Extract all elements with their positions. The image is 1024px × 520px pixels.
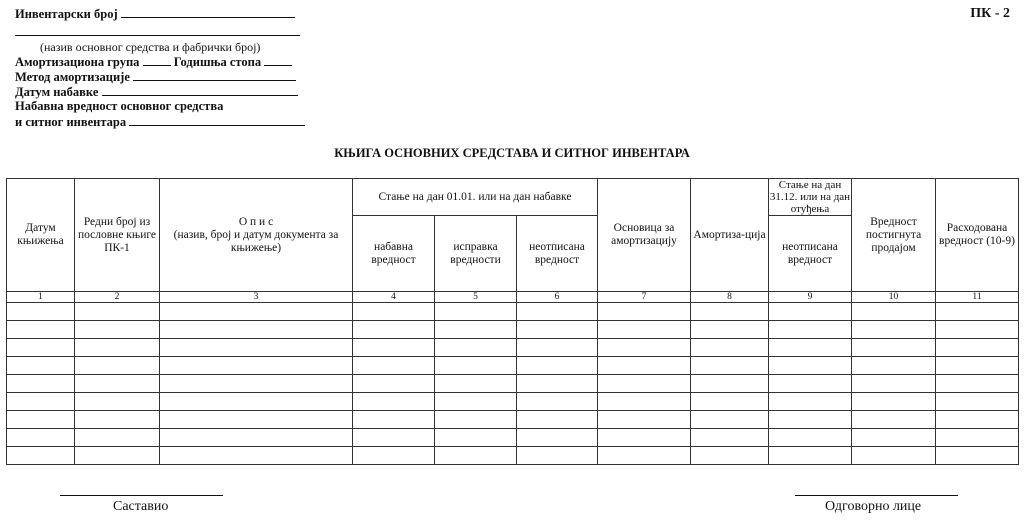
annual-rate-label: Годишња стопа	[173, 55, 262, 69]
table-row	[7, 393, 1019, 411]
table-cell[interactable]	[936, 321, 1019, 339]
acquisition-date-label: Датум набавке	[15, 85, 99, 99]
table-cell[interactable]	[353, 411, 435, 429]
table-cell[interactable]	[75, 429, 160, 447]
table-cell[interactable]	[7, 375, 75, 393]
table-cell[interactable]	[353, 321, 435, 339]
column-number: 8	[691, 292, 769, 303]
table-cell[interactable]	[160, 429, 353, 447]
table-cell[interactable]	[7, 447, 75, 465]
table-cell[interactable]	[435, 447, 517, 465]
col-header-description	[160, 179, 353, 292]
asset-name-note: (назив основног средства и фабрички број)	[40, 40, 261, 54]
table-cell[interactable]	[75, 321, 160, 339]
table-cell[interactable]	[7, 357, 75, 375]
table-cell[interactable]	[691, 411, 769, 429]
table-cell[interactable]	[435, 339, 517, 357]
table-cell[interactable]	[936, 357, 1019, 375]
table-cell[interactable]	[691, 303, 769, 321]
col-header-acquisition-value: набавна вредност	[353, 216, 435, 292]
table-cell[interactable]	[7, 393, 75, 411]
table-cell[interactable]	[769, 411, 852, 429]
table-row	[7, 375, 1019, 393]
table-cell[interactable]	[936, 393, 1019, 411]
table-cell[interactable]	[852, 321, 936, 339]
table-cell[interactable]	[852, 411, 936, 429]
table-cell[interactable]	[691, 339, 769, 357]
table-cell[interactable]	[517, 429, 598, 447]
depreciation-method-line	[15, 69, 296, 85]
table-cell[interactable]	[769, 447, 852, 465]
table-cell[interactable]	[160, 375, 353, 393]
ledger-body	[7, 303, 1019, 465]
table-cell[interactable]	[852, 393, 936, 411]
col-header-written-off-value: Расходована вредност (10-9)	[936, 179, 1019, 292]
table-cell[interactable]	[435, 303, 517, 321]
depreciation-group-line	[15, 54, 292, 70]
depreciation-group-label: Амортизациона група	[15, 55, 140, 69]
table-cell[interactable]	[936, 339, 1019, 357]
table-cell[interactable]	[691, 375, 769, 393]
col-header-net-value: неотписана вредност	[517, 216, 598, 292]
acquisition-value-line1: Набавна вредност основног средства	[15, 99, 224, 113]
table-cell[interactable]	[598, 429, 691, 447]
table-cell[interactable]	[435, 429, 517, 447]
table-cell[interactable]	[769, 357, 852, 375]
column-number: 11	[936, 292, 1019, 303]
col-header-posting-date: Датум књижења	[7, 179, 75, 292]
responsible-person-signature-line[interactable]	[795, 495, 958, 496]
table-cell[interactable]	[435, 357, 517, 375]
table-cell[interactable]	[75, 303, 160, 321]
col-header-value-adjustment: исправка вредности	[435, 216, 517, 292]
table-cell[interactable]	[769, 303, 852, 321]
table-cell[interactable]	[598, 303, 691, 321]
acquisition-value-line2	[15, 114, 305, 130]
table-cell[interactable]	[936, 447, 1019, 465]
table-cell[interactable]	[7, 303, 75, 321]
inventory-number-line	[15, 6, 295, 22]
col-header-depreciation-base: Основица за амортизацију	[598, 179, 691, 292]
table-cell[interactable]	[852, 429, 936, 447]
table-cell[interactable]	[353, 303, 435, 321]
column-number: 2	[75, 292, 160, 303]
table-row	[7, 339, 1019, 357]
col-header-sale-value: Вредност постигнута продајом	[852, 179, 936, 292]
table-cell[interactable]	[435, 393, 517, 411]
col-header-depreciation: Амортиза-ција	[691, 179, 769, 292]
table-row	[7, 411, 1019, 429]
table-cell[interactable]	[435, 321, 517, 339]
col-header-closing-net-value: неотписана вредност	[769, 216, 852, 292]
col-group-closing-state: Стање на дан 31.12. или на дан отуђења	[769, 179, 851, 215]
responsible-person-label: Одговорно лице	[825, 499, 922, 514]
table-cell[interactable]	[353, 393, 435, 411]
table-cell[interactable]	[598, 357, 691, 375]
asset-name-line	[15, 24, 300, 40]
description-title: О п и с	[238, 215, 274, 228]
table-row	[7, 321, 1019, 339]
table-cell[interactable]	[691, 393, 769, 411]
asset-name-field[interactable]	[15, 24, 300, 36]
table-cell[interactable]	[598, 321, 691, 339]
table-cell[interactable]	[598, 447, 691, 465]
table-cell[interactable]	[7, 321, 75, 339]
table-cell[interactable]	[160, 357, 353, 375]
table-cell[interactable]	[353, 339, 435, 357]
table-cell[interactable]	[7, 429, 75, 447]
table-cell[interactable]	[691, 357, 769, 375]
table-cell[interactable]	[75, 357, 160, 375]
col-header-ledger-number: Редни број из пословне књиге ПК-1	[75, 179, 160, 292]
table-cell[interactable]	[691, 429, 769, 447]
table-cell[interactable]	[160, 411, 353, 429]
table-cell[interactable]	[852, 447, 936, 465]
table-cell[interactable]	[160, 447, 353, 465]
inventory-number-label: Инвентарски број	[15, 7, 118, 21]
table-cell[interactable]	[936, 429, 1019, 447]
table-cell[interactable]	[7, 339, 75, 357]
table-cell[interactable]	[160, 321, 353, 339]
col-group-opening-state: Стање на дан 01.01. или на дан набавке	[353, 179, 598, 216]
table-cell[interactable]	[160, 393, 353, 411]
table-cell[interactable]	[517, 375, 598, 393]
column-number: 9	[769, 292, 852, 303]
column-number: 10	[852, 292, 936, 303]
table-cell[interactable]	[160, 339, 353, 357]
table-cell[interactable]	[517, 447, 598, 465]
table-cell[interactable]	[435, 375, 517, 393]
column-number: 1	[7, 292, 75, 303]
depreciation-group-field[interactable]	[143, 54, 171, 66]
table-cell[interactable]	[7, 411, 75, 429]
table-cell[interactable]	[353, 357, 435, 375]
table-cell[interactable]	[936, 375, 1019, 393]
table-cell[interactable]	[936, 303, 1019, 321]
inventory-number-field[interactable]	[121, 6, 295, 18]
table-cell[interactable]	[517, 411, 598, 429]
acquisition-date-field[interactable]	[102, 84, 298, 96]
table-row	[7, 429, 1019, 447]
table-cell[interactable]	[517, 321, 598, 339]
annual-rate-field[interactable]	[264, 54, 292, 66]
table-row	[7, 447, 1019, 465]
table-cell[interactable]	[769, 429, 852, 447]
table-cell[interactable]	[598, 375, 691, 393]
table-cell[interactable]	[160, 303, 353, 321]
table-cell[interactable]	[353, 447, 435, 465]
table-cell[interactable]	[353, 375, 435, 393]
acquisition-value-field[interactable]	[129, 114, 305, 126]
column-number: 7	[598, 292, 691, 303]
table-cell[interactable]	[936, 411, 1019, 429]
table-cell[interactable]	[75, 339, 160, 357]
table-cell[interactable]	[353, 429, 435, 447]
table-cell[interactable]	[435, 411, 517, 429]
table-row	[7, 303, 1019, 321]
acquisition-date-line	[15, 84, 298, 100]
table-cell[interactable]	[517, 393, 598, 411]
table-row	[7, 357, 1019, 375]
table-cell[interactable]	[852, 375, 936, 393]
asset-ledger-table	[6, 178, 1019, 465]
table-cell[interactable]	[852, 357, 936, 375]
document-code: ПК - 2	[970, 6, 1010, 21]
acquisition-value-label: и ситног инвентара	[15, 115, 127, 129]
depreciation-method-label: Метод амортизације	[15, 70, 130, 84]
column-number-row	[7, 292, 1019, 303]
column-number: 6	[517, 292, 598, 303]
column-number: 3	[160, 292, 353, 303]
description-subtitle: (назив, број и датум документа за књижење)	[173, 228, 339, 254]
table-cell[interactable]	[75, 447, 160, 465]
table-cell[interactable]	[517, 357, 598, 375]
table-cell[interactable]	[75, 411, 160, 429]
table-cell[interactable]	[517, 303, 598, 321]
depreciation-method-field[interactable]	[133, 69, 296, 81]
compiled-by-signature-line[interactable]	[60, 495, 223, 496]
table-cell[interactable]	[598, 393, 691, 411]
table-cell[interactable]	[691, 321, 769, 339]
compiled-by-label: Саставио	[113, 499, 169, 514]
table-cell[interactable]	[769, 393, 852, 411]
book-title: КЊИГА ОСНОВНИХ СРЕДСТАВА И СИТНОГ ИНВЕНТАРА	[334, 146, 690, 160]
table-cell[interactable]	[852, 303, 936, 321]
column-number: 5	[435, 292, 517, 303]
table-cell[interactable]	[598, 411, 691, 429]
table-cell[interactable]	[75, 393, 160, 411]
table-cell[interactable]	[691, 447, 769, 465]
table-cell[interactable]	[769, 339, 852, 357]
table-cell[interactable]	[75, 375, 160, 393]
table-cell[interactable]	[598, 339, 691, 357]
table-cell[interactable]	[769, 375, 852, 393]
table-cell[interactable]	[769, 321, 852, 339]
table-cell[interactable]	[852, 339, 936, 357]
column-number: 4	[353, 292, 435, 303]
table-cell[interactable]	[517, 339, 598, 357]
